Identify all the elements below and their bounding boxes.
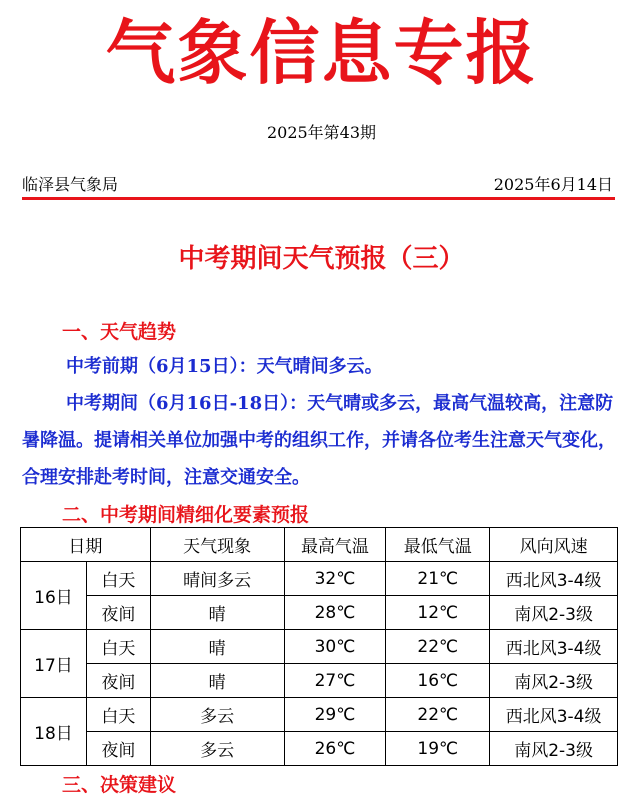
table-row [21, 732, 618, 766]
low-temp-cell: 16℃ [386, 664, 490, 698]
issuing-agency: 临泽县气象局 [22, 175, 119, 194]
header-weather: 天气现象 [150, 528, 284, 562]
low-temp-cell: 22℃ [386, 630, 490, 664]
table-row [21, 596, 618, 630]
weather-cell: 多云 [150, 698, 284, 732]
low-temp-cell: 12℃ [386, 596, 490, 630]
wind-cell: 西北风3-4级 [490, 630, 618, 664]
masthead-title: 气象信息专报 [105, 11, 538, 94]
header-date: 日期 [21, 528, 151, 562]
trend-paragraph-pre-exam: 中考前期（6月15日）：天气晴间多云。 [66, 356, 383, 377]
high-temp-cell: 27℃ [284, 664, 386, 698]
weather-cell: 晴间多云 [150, 562, 284, 596]
period-cell: 白天 [86, 698, 150, 732]
low-temp-cell: 19℃ [386, 732, 490, 766]
forecast-table [20, 527, 618, 766]
wind-cell: 南风2-3级 [490, 732, 618, 766]
section-heading-trend: 一、天气趋势 [62, 321, 177, 343]
day-cell: 16日 [21, 562, 87, 630]
wind-cell: 南风2-3级 [490, 664, 618, 698]
table-header-row [21, 528, 618, 562]
header-divider [22, 197, 615, 200]
period-cell: 夜间 [86, 596, 150, 630]
high-temp-cell: 28℃ [284, 596, 386, 630]
issue-date: 2025年6月14日 [493, 175, 613, 194]
high-temp-cell: 30℃ [284, 630, 386, 664]
table-row [21, 698, 618, 732]
trend-paragraph-exam-period: 中考期间（6月16日-18日）：天气晴或多云，最高气温较高，注意防暑降温。提请相关单位加强中考的组织工作，并请各位考生注意天气变化，合理安排赴考时间，注意交通安全。 [22, 393, 616, 488]
high-temp-cell: 29℃ [284, 698, 386, 732]
period-cell: 白天 [86, 562, 150, 596]
weather-cell: 晴 [150, 630, 284, 664]
day-cell: 18日 [21, 698, 87, 766]
weather-cell: 晴 [150, 664, 284, 698]
wind-cell: 南风2-3级 [490, 596, 618, 630]
header-low-temp: 最低气温 [386, 528, 490, 562]
high-temp-cell: 32℃ [284, 562, 386, 596]
table-row [21, 562, 618, 596]
weather-cell: 多云 [150, 732, 284, 766]
table-row [21, 664, 618, 698]
document-title: 中考期间天气预报（三） [178, 244, 465, 274]
section-heading-forecast: 二、中考期间精细化要素预报 [62, 504, 310, 526]
day-cell: 17日 [21, 630, 87, 698]
table-row [21, 630, 618, 664]
wind-cell: 西北风3-4级 [490, 698, 618, 732]
weather-cell: 晴 [150, 596, 284, 630]
header-wind: 风向风速 [490, 528, 618, 562]
period-cell: 夜间 [86, 732, 150, 766]
period-cell: 夜间 [86, 664, 150, 698]
high-temp-cell: 26℃ [284, 732, 386, 766]
header-high-temp: 最高气温 [284, 528, 386, 562]
section-heading-advice: 三、决策建议 [62, 774, 177, 796]
issue-number: 2025年第43期 [266, 123, 377, 142]
low-temp-cell: 22℃ [386, 698, 490, 732]
wind-cell: 西北风3-4级 [490, 562, 618, 596]
low-temp-cell: 21℃ [386, 562, 490, 596]
period-cell: 白天 [86, 630, 150, 664]
